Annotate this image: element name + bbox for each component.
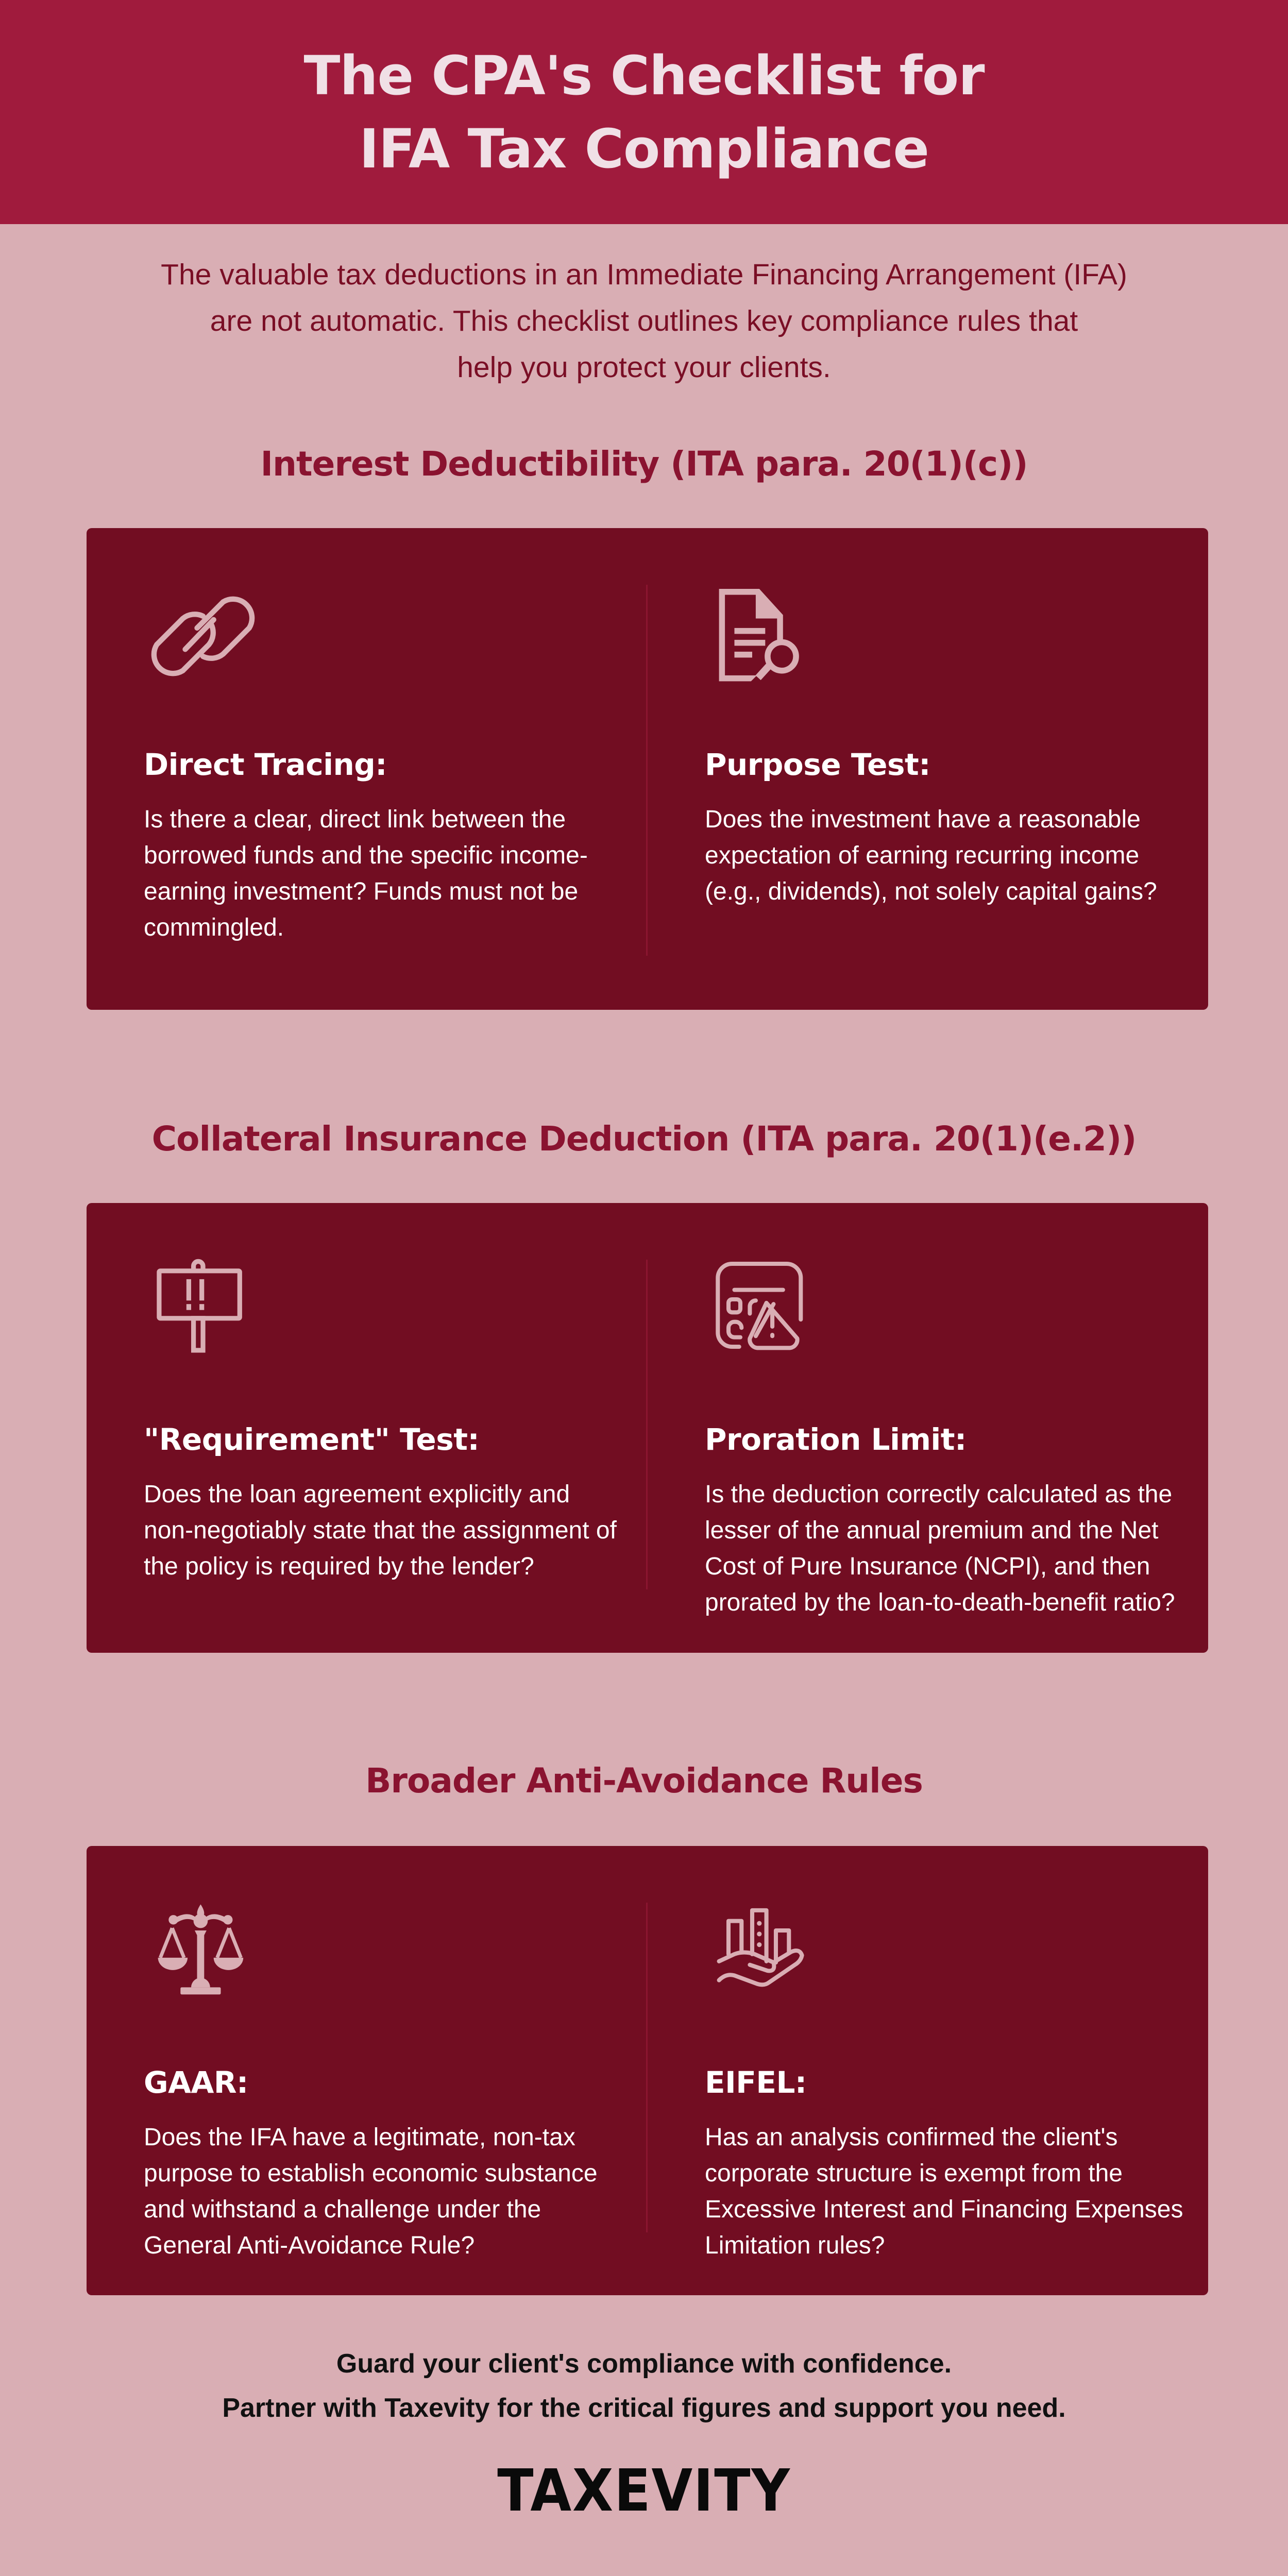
item-title: Proration Limit: bbox=[705, 1422, 967, 1457]
buildings-in-hand-icon bbox=[705, 1895, 823, 2013]
chain-link-icon bbox=[144, 577, 262, 696]
card-divider bbox=[646, 585, 648, 956]
item-body: Is the deduction correctly calculated as the lesser of the annual premium and the Net Cost of Pure Insurance (NCPI), and then prorated by the loan-to-death-benefit ratio? bbox=[705, 1481, 1175, 1616]
intro-line-2: are not automatic. This checklist outlines key compliance rules that bbox=[210, 304, 1078, 337]
intro-line-3: help you protect your clients. bbox=[457, 351, 831, 384]
item-title: Purpose Test: bbox=[705, 747, 930, 782]
item-title: GAAR: bbox=[144, 2065, 248, 2100]
item-body: Does the loan agreement explicitly and non-negotiably state that the assignment of the policy is required by the lender? bbox=[144, 1481, 617, 1580]
card-divider bbox=[646, 1260, 648, 1589]
section-title-collateral-insurance: Collateral Insurance Deduction (ITA para. 20(1)(e.2)) bbox=[151, 1119, 1137, 1159]
page-title bbox=[304, 39, 985, 185]
item-title: EIFEL: bbox=[705, 2065, 807, 2100]
title-line-1: The CPA's Checklist for bbox=[303, 44, 985, 107]
checklist-item-purpose-test bbox=[705, 577, 1184, 910]
checklist-item-gaar bbox=[144, 1895, 623, 2264]
section-title-anti-avoidance: Broader Anti-Avoidance Rules bbox=[365, 1761, 923, 1801]
checklist-item-eifel bbox=[705, 1895, 1184, 2264]
item-body: Does the investment have a reasonable expectation of earning recurring income (e.g., dividends), not solely capital gains? bbox=[705, 806, 1157, 905]
document-search-icon bbox=[705, 577, 823, 696]
scales-of-justice-icon bbox=[144, 1895, 262, 2013]
item-body: Does the IFA have a legitimate, non-tax purpose to establish economic substance and withstand a challenge under the General Anti-Avoidance Rule? bbox=[144, 2124, 598, 2259]
taxevity-logo: TAXEVITY bbox=[497, 2458, 791, 2524]
intro-line-1: The valuable tax deductions in an Immediate Financing Arrangement (IFA) bbox=[161, 258, 1127, 291]
calculator-warning-icon bbox=[705, 1252, 823, 1370]
card-anti-avoidance bbox=[87, 1846, 1208, 2295]
item-body: Has an analysis confirmed the client's corporate structure is exempt from the Excessive Interest and Financing Expenses Limitation rules? bbox=[705, 2124, 1183, 2259]
call-to-action bbox=[0, 2342, 1288, 2430]
section-title-interest-deductibility: Interest Deductibility (ITA para. 20(1)(c)) bbox=[260, 444, 1028, 484]
cta-line-2: Partner with Taxevity for the critical figures and support you need. bbox=[222, 2393, 1066, 2423]
card-collateral-insurance bbox=[87, 1203, 1208, 1653]
card-interest-deductibility bbox=[87, 528, 1208, 1010]
warning-sign-icon bbox=[144, 1252, 262, 1370]
checklist-item-requirement-test bbox=[144, 1252, 623, 1585]
item-title: Direct Tracing: bbox=[144, 747, 387, 782]
title-line-2: IFA Tax Compliance bbox=[359, 117, 929, 180]
item-body: Is there a clear, direct link between the borrowed funds and the specific income-earning investment? Funds must not be commingled. bbox=[144, 806, 588, 941]
cta-line-1: Guard your client's compliance with confidence. bbox=[336, 2349, 952, 2379]
card-divider bbox=[646, 1903, 648, 2232]
checklist-item-direct-tracing bbox=[144, 577, 623, 946]
checklist-item-proration-limit bbox=[705, 1252, 1184, 1621]
intro-paragraph bbox=[103, 251, 1185, 391]
item-title: "Requirement" Test: bbox=[144, 1422, 480, 1457]
header-banner bbox=[0, 0, 1288, 224]
